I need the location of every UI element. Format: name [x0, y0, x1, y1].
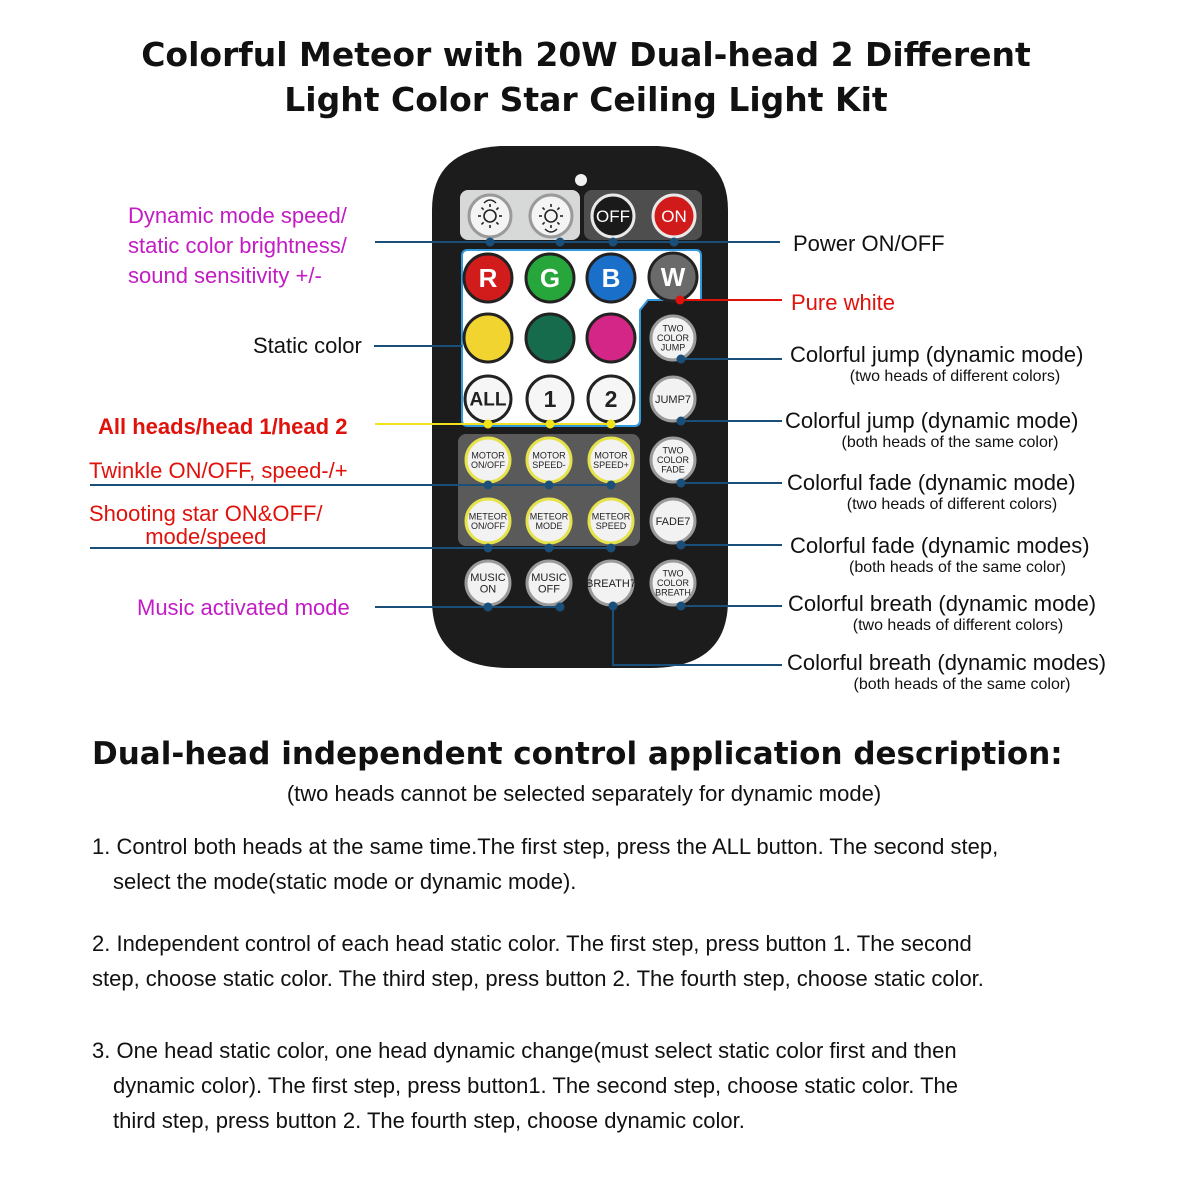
connector-dot — [486, 238, 495, 247]
label-mode-3 — [787, 470, 1117, 514]
svg-text:1: 1 — [543, 386, 557, 413]
svg-text:ON/OFF: ON/OFF — [471, 459, 505, 470]
motor-on-off-button[interactable] — [466, 438, 510, 482]
svg-text:JUMP: JUMP — [660, 342, 686, 353]
connector-dot — [545, 481, 554, 490]
svg-text:OFF: OFF — [538, 583, 560, 596]
connector-dot — [609, 238, 618, 247]
svg-text:METEOR: METEOR — [591, 511, 631, 522]
svg-text:TWO: TWO — [662, 323, 684, 334]
two-color-jump-button[interactable] — [651, 316, 695, 360]
step-3 — [92, 1033, 1152, 1138]
connector-dot — [607, 544, 616, 553]
label-pure-white: Pure white — [791, 290, 895, 315]
meteor-on-off-button[interactable] — [466, 499, 510, 543]
connector-dot — [545, 544, 554, 553]
svg-text:W: W — [660, 262, 686, 293]
label-mode-5-main: Colorful breath (dynamic mode) — [788, 591, 1097, 616]
connector-dot — [546, 420, 555, 429]
color-b-button[interactable] — [587, 254, 635, 302]
color-swatch-2-button[interactable] — [526, 314, 574, 362]
label-mode-5 — [788, 591, 1128, 635]
two-color-breath-button[interactable] — [651, 561, 695, 605]
title-line-1: Colorful Meteor with 20W Dual-head 2 Different — [141, 35, 1031, 74]
head-1-button[interactable] — [527, 376, 573, 422]
label-mode-5-sub: (two heads of different colors) — [852, 617, 1064, 634]
svg-text:ALL: ALL — [469, 389, 507, 411]
step-1 — [92, 829, 1152, 899]
svg-text:BREATH: BREATH — [655, 587, 691, 598]
label-mode-1-sub: (two heads of different colors) — [849, 368, 1061, 385]
svg-text:COLOR: COLOR — [656, 333, 690, 344]
step-3-line-3: third step, press button 2. The fourth step, choose dynamic color. — [113, 1108, 745, 1133]
label-mode-6-main: Colorful breath (dynamic modes) — [787, 650, 1107, 675]
connector-dot — [556, 603, 565, 612]
label-mode-4-sub: (both heads of the same color) — [848, 559, 1066, 576]
svg-text:TWO: TWO — [662, 445, 684, 456]
connector-dot — [607, 481, 616, 490]
svg-text:TWO: TWO — [662, 568, 684, 579]
color-w-button[interactable] — [649, 253, 697, 301]
music-off-button[interactable] — [527, 561, 571, 605]
svg-text:ON: ON — [479, 583, 497, 596]
motor-speed-up-button[interactable] — [589, 438, 633, 482]
connector-dot — [484, 481, 493, 490]
step-1-line-1: 1. Control both heads at the same time.The first step, press the ALL button. The second step, — [92, 834, 999, 859]
svg-text:COLOR: COLOR — [656, 455, 690, 466]
connector-dot — [670, 238, 679, 247]
color-swatch-1-button[interactable] — [464, 314, 512, 362]
color-swatch-3-button[interactable] — [587, 314, 635, 362]
breath7-button[interactable] — [586, 561, 636, 605]
svg-text:2: 2 — [604, 386, 618, 413]
svg-text:ON: ON — [661, 206, 687, 226]
label-shooting-star — [89, 502, 323, 548]
connector-dot — [484, 603, 493, 612]
svg-text:MOTOR: MOTOR — [471, 450, 505, 461]
speed-brightness-down-button[interactable] — [530, 195, 572, 237]
svg-text:SPEED+: SPEED+ — [593, 459, 629, 470]
connector-dot — [556, 238, 565, 247]
label-mode-4 — [790, 533, 1125, 577]
ir-indicator — [575, 174, 587, 186]
svg-text:OFF: OFF — [596, 206, 630, 226]
svg-text:FADE7: FADE7 — [655, 515, 691, 528]
meteor-speed-button[interactable] — [589, 499, 633, 543]
head-2-button[interactable] — [588, 376, 634, 422]
power-on-button[interactable] — [653, 195, 695, 237]
step-2-line-2: step, choose static color. The third step, press button 2. The fourth step, choose static color. — [92, 966, 984, 991]
connector-dot — [609, 602, 618, 611]
two-color-fade-button[interactable] — [651, 438, 695, 482]
meteor-mode-button[interactable] — [527, 499, 571, 543]
svg-text:BREATH7: BREATH7 — [586, 577, 636, 590]
step-3-line-1: 3. One head static color, one head dynamic change(must select static color first and then — [92, 1038, 957, 1063]
color-g-button[interactable] — [526, 254, 574, 302]
label-mode-2-sub: (both heads of the same color) — [841, 434, 1059, 451]
label-mode-2 — [785, 408, 1115, 452]
label-dynamic-speed-line-3: sound sensitivity +/- — [128, 263, 322, 288]
label-static-color: Static color — [253, 333, 362, 358]
svg-text:SPEED-: SPEED- — [532, 459, 566, 470]
svg-text:MODE: MODE — [535, 520, 563, 531]
svg-text:COLOR: COLOR — [656, 578, 690, 589]
svg-text:METEOR: METEOR — [468, 511, 508, 522]
label-mode-6-sub: (both heads of the same color) — [853, 676, 1071, 693]
connector-dot — [677, 355, 686, 364]
step-1-line-2: select the mode(static mode or dynamic mode). — [113, 869, 577, 894]
label-mode-3-sub: (two heads of different colors) — [846, 496, 1058, 513]
label-dynamic-speed-line-2: static color brightness/ — [128, 233, 347, 258]
svg-text:G: G — [539, 263, 561, 294]
step-3-line-2: dynamic color). The first step, press button1. The second step, choose static color. The — [113, 1073, 958, 1098]
svg-text:B: B — [601, 263, 621, 294]
step-2-line-1: 2. Independent control of each head static color. The first step, press button 1. The second — [92, 931, 972, 956]
connector-dot — [676, 296, 685, 305]
label-music: Music activated mode — [137, 595, 350, 620]
svg-text:ON/OFF: ON/OFF — [471, 520, 505, 531]
label-mode-2-main: Colorful jump (dynamic mode) — [785, 408, 1079, 433]
svg-text:R: R — [478, 263, 498, 294]
connector-dot — [484, 544, 493, 553]
svg-text:FADE: FADE — [661, 464, 685, 475]
description-subheading: (two heads cannot be selected separately for dynamic mode) — [286, 781, 882, 806]
label-power: Power ON/OFF — [793, 231, 945, 256]
label-mode-1 — [790, 342, 1120, 386]
connector-dot — [677, 417, 686, 426]
label-shooting-star-line-1: Shooting star ON&OFF/ — [89, 501, 323, 526]
label-mode-1-main: Colorful jump (dynamic mode) — [790, 342, 1084, 367]
svg-text:MUSIC: MUSIC — [531, 572, 567, 585]
connector-dot — [607, 420, 616, 429]
label-mode-6 — [787, 650, 1137, 694]
connector-dot — [677, 479, 686, 488]
svg-text:METEOR: METEOR — [529, 511, 569, 522]
title-line-2: Light Color Star Ceiling Light Kit — [284, 80, 888, 119]
step-2 — [92, 926, 1152, 996]
music-on-button[interactable] — [466, 561, 510, 605]
svg-text:SPEED: SPEED — [595, 520, 627, 531]
svg-text:JUMP7: JUMP7 — [654, 393, 692, 406]
svg-text:MOTOR: MOTOR — [594, 450, 628, 461]
label-dynamic-speed — [128, 201, 347, 291]
label-mode-4-main: Colorful fade (dynamic modes) — [790, 533, 1090, 558]
label-twinkle: Twinkle ON/OFF, speed-/+ — [89, 458, 348, 483]
head-all-button[interactable] — [465, 376, 511, 422]
speed-brightness-up-button[interactable] — [469, 195, 511, 237]
label-heads: All heads/head 1/head 2 — [98, 414, 348, 439]
label-dynamic-speed-line-1: Dynamic mode speed/ — [128, 203, 347, 228]
label-shooting-star-line-2: mode/speed — [145, 524, 267, 549]
label-mode-3-main: Colorful fade (dynamic mode) — [787, 470, 1076, 495]
connector-dot — [677, 541, 686, 550]
jump7-button[interactable] — [651, 377, 695, 421]
connector-dot — [677, 602, 686, 611]
svg-text:MUSIC: MUSIC — [470, 572, 506, 585]
connector-dot — [484, 420, 493, 429]
color-r-button[interactable] — [464, 254, 512, 302]
motor-speed-down-button[interactable] — [527, 438, 571, 482]
svg-text:MOTOR: MOTOR — [532, 450, 566, 461]
power-off-button[interactable] — [592, 195, 634, 237]
fade7-button[interactable] — [651, 499, 695, 543]
description-heading: Dual-head independent control application description: — [92, 736, 1063, 772]
